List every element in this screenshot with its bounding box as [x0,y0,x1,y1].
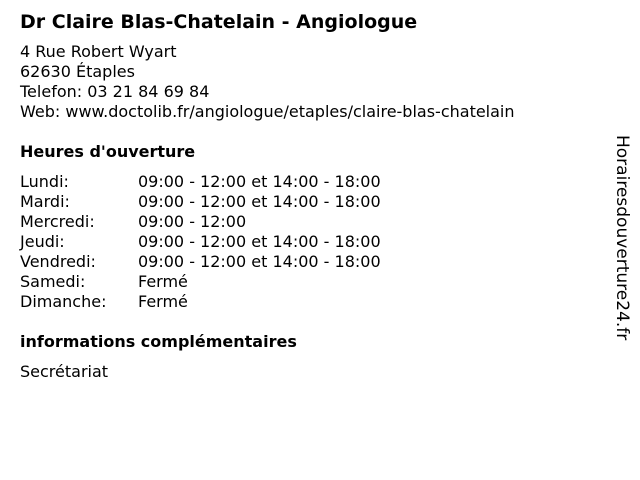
day-label: Mercredi: [20,212,95,231]
city: 62630 Étaples [20,62,135,81]
day-hours: Fermé [138,292,188,311]
address-block [20,42,610,122]
day-hours: 09:00 - 12:00 et 14:00 - 18:00 [138,232,381,251]
hours-row-monday [20,172,610,192]
hours-row-tuesday [20,192,610,212]
day-label: Jeudi: [20,232,65,251]
day-hours: 09:00 - 12:00 et 14:00 - 18:00 [138,172,381,191]
day-hours: 09:00 - 12:00 et 14:00 - 18:00 [138,252,381,271]
opening-hours-heading: Heures d'ouverture [20,142,196,161]
website: Web: www.doctolib.fr/angiologue/etaples/claire-blas-chatelain [20,102,515,121]
day-hours: 09:00 - 12:00 et 14:00 - 18:00 [138,192,381,211]
hours-row-saturday [20,272,610,292]
site-watermark: Horairesdouverture24.fr [612,135,632,341]
day-label: Samedi: [20,272,86,291]
additional-info-heading: informations complémentaires [20,332,297,351]
day-hours: Fermé [138,272,188,291]
day-label: Vendredi: [20,252,96,271]
opening-hours-table [20,172,610,312]
day-label: Dimanche: [20,292,107,311]
hours-row-thursday [20,232,610,252]
day-hours: 09:00 - 12:00 [138,212,247,231]
phone-number: Telefon: 03 21 84 69 84 [20,82,210,101]
day-label: Lundi: [20,172,69,191]
hours-row-wednesday [20,212,610,232]
hours-row-sunday [20,292,610,312]
business-card [20,10,610,382]
day-label: Mardi: [20,192,70,211]
hours-row-friday [20,252,610,272]
street-address: 4 Rue Robert Wyart [20,42,177,61]
additional-info-text: Secrétariat [20,362,109,381]
page-title: Dr Claire Blas-Chatelain - Angiologue [20,11,418,33]
